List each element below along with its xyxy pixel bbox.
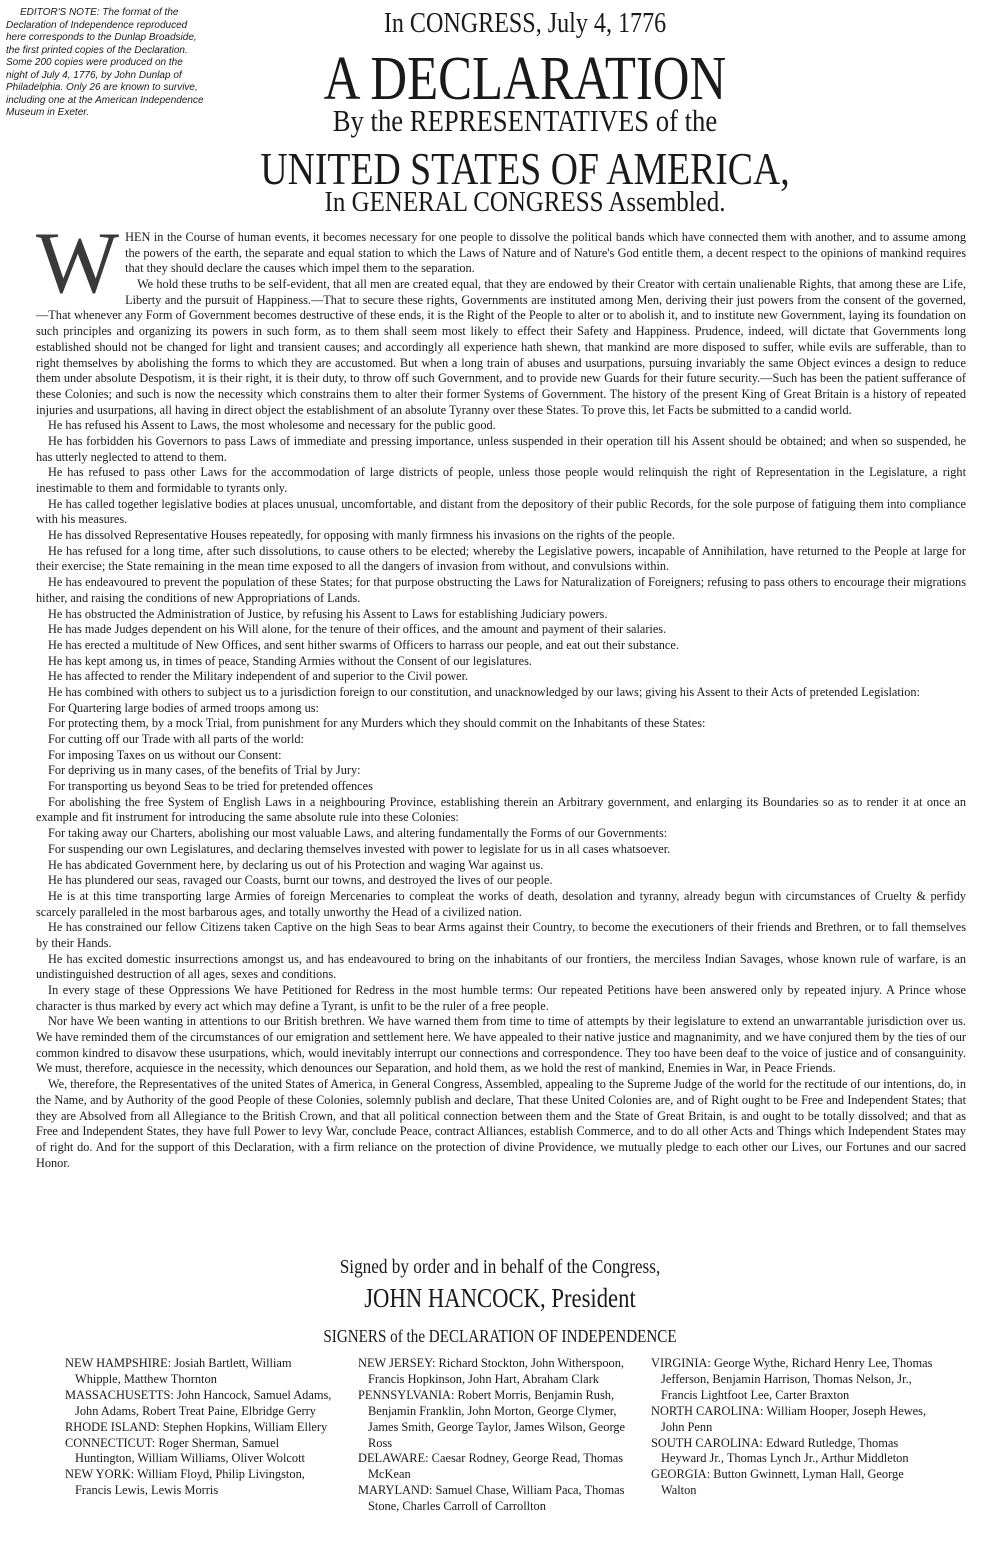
editors-note-text: EDITOR'S NOTE: The format of the Declaration of Independence reproduced here corresponds to the Dunlap Broadside, the first printed copies of the Declaration. Some 200 copies were produced on the night of July 4, 1776, by John Dunlap of Philadelphia. Only 26 are known to survive, including one at the American Independence Museum in Exeter. — [6, 7, 204, 118]
paragraph: For cutting off our Trade with all parts of the world: — [48, 732, 304, 746]
paragraph: For depriving us in many cases, of the benefits of Trial by Jury: — [48, 763, 361, 778]
paragraph: He has refused his Assent to Laws, the most wholesome and necessary for the public good. — [48, 418, 496, 433]
paragraph: For taking away our Charters, abolishing our most valuable Laws, and altering fundamentally the Forms of our Governments: — [48, 826, 668, 841]
paragraph: He has combined with others to subject us to a jurisdiction foreign to our constitution, and unacknowledged by our laws; giving his Assent to their Acts of pretended Legislation: — [48, 684, 920, 699]
paragraph: He is at this time transporting large Armies of foreign Mercenaries to compleat the works of death, desolation and tyranny, already begun with circumstances of Cruelty & perfidy scarcely paralleled in the most barbarous ages, and totally unworthy the Head of a civilized nation. — [36, 888, 966, 919]
state-signers: GEORGIA: Button Gwinnett, Lyman Hall, George Walton — [651, 1467, 904, 1498]
paragraph: He has made Judges dependent on his Will alone, for the tenure of their offices, and the amount and payment of their salaries. — [48, 622, 667, 637]
paragraph: For protecting them, by a mock Trial, from punishment for any Murders which they should commit on the Inhabitants of these States: — [48, 716, 706, 731]
paragraph: He has dissolved Representative Houses repeatedly, for opposing with manly firmness his invasions on the rights of the people. — [48, 528, 675, 543]
signed-by-order-line: Signed by order and in behalf of the Congress, — [339, 1256, 661, 1278]
state-signers: SOUTH CAROLINA: Edward Rutledge, Thomas Heyward Jr., Thomas Lynch Jr., Arthur Middleton — [651, 1435, 909, 1466]
paragraph: He has kept among us, in times of peace, Standing Armies without the Consent of our legislatures. — [48, 653, 532, 668]
paragraph: He has excited domestic insurrections amongst us, and has endeavoured to bring on the inhabitants of our frontiers, the merciless Indian Savages, whose known rule of warfare, is an undistinguished destruction of all ages, sexes and conditions. — [36, 951, 966, 982]
paragraph: Nor have We been wanting in attentions to our British brethren. We have warned them from time to time of attempts by their legislature to extend an unwarrantable jurisdiction over us. We have reminded them of the circumstances of our emigration and settlement here. We have appealed to their native justice and magnanimity, and we have conjured them by the ties of our common kindred to disavow these usurpations, which, would inevitably interrupt our connections and correspondence. They too have been deaf to the voice of justice and of consanguinity. We must, therefore, acquiesce in the necessity, which denounces our Separation, and hold them, as we hold the rest of mankind, Enemies in War, in Peace Friends. — [36, 1014, 966, 1076]
paragraph: For abolishing the free System of English Laws in a neighbouring Province, establishing therein an Arbitrary government, and enlarging its Boundaries so as to render it at once an example and fit instrument for introducing the same absolute rule into these Colonies: — [36, 794, 966, 825]
state-signers: NEW YORK: William Floyd, Philip Livingston, Francis Lewis, Lewis Morris — [65, 1467, 305, 1498]
congress-date-heading: In CONGRESS, July 4, 1776 — [383, 8, 667, 39]
state-signers: NEW JERSEY: Richard Stockton, John Witherspoon, Francis Hopkinson, John Hart, Abraham Clark — [358, 1356, 625, 1386]
paragraph: He has forbidden his Governors to pass Laws of immediate and pressing importance, unless suspended in their operation till his Assent should be obtained; and when so suspended, he has utterly neglected to attend to them. — [36, 433, 966, 464]
paragraph: He has refused to pass other Laws for the accommodation of large districts of people, unless those people would relinquish the right of Representation in the Legislature, a right inestimable to them and formidable to tyrants only. — [36, 465, 966, 495]
paragraph: We, therefore, the Representatives of the united States of America, in General Congress, Assembled, appealing to the Supreme Judge of the world for the rectitude of our intentions, do, in the Name, and by Authority of the good People of these Colonies, solemnly publish and declare, That these United Colonies are, and of Right ought to be Free and Independent States; that they are Absolved from all Allegiance to the British Crown, and that all political connection between them and the State of Great Britain, is and ought to be totally dissolved; and that as Free and Independent States, they have full Power to levy War, conclude Peace, contract Alliances, establish Commerce, and to do all other Acts and Things which Independent States may of right do. And for the support of this Declaration, with a firm reliance on the protection of divine Providence, we mutually pledge to each other our Lives, our Fortunes and our sacred Honor. — [36, 1077, 966, 1170]
general-congress-subtitle: In GENERAL CONGRESS Assembled. — [324, 186, 726, 218]
state-signers: PENNSYLVANIA: Robert Morris, Benjamin Rush, Benjamin Franklin, John Morton, George Clymer, James Smith, George Taylor, James Wilson, George Ross — [358, 1387, 626, 1450]
paragraph: In every stage of these Oppressions We have Petitioned for Redress in the most humble terms: Our repeated Petitions have been answered only by repeated injury. A Prince whose character is thus marked by every act which may define a Tyrant, is unfit to be the ruler of a free people. — [36, 983, 966, 1013]
paragraph: He has constrained our fellow Citizens taken Captive on the high Seas to bear Arms against their Country, to become the executioners of their friends and Brethren, or to fall themselves by their Hands. — [36, 920, 966, 950]
paragraph: He has affected to render the Military independent of and superior to the Civil power. — [48, 669, 469, 684]
paragraph: He has abdicated Government here, by declaring us out of his Protection and waging War against us. — [48, 857, 544, 872]
paragraph: We hold these truths to be self-evident, that all men are created equal, that they are endowed by their Creator with certain unalienable Rights, that among these are Life, Liberty and the pursuit of Happiness.—That to secure these rights, Governments are instituted among Men, deriving their just powers from the consent of the governed, —That whenever any Form of Government becomes destructive of these ends, it is the Right of the People to alter or to abolish it, and to institute new Government, laying its foundation on such principles and organizing its powers in such form, as to them shall seem most likely to effect their Safety and Happiness. Prudence, indeed, will dictate that Governments long established should not be changed for light and transient causes; and accordingly all experience hath shewn, that mankind are more disposed to suffer, while evils are sufferable, than to right themselves by abolishing the forms to which they are accustomed. But when a long train of abuses and usurpations, pursuing invariably the same Object evinces a design to reduce them under absolute Despotism, it is their right, it is their duty, to throw off such Government, and to provide new Guards for their future security.—Such has been the patient sufferance of these Colonies; and such is now the necessity which constrains them to alter their former Systems of Government. The history of the present King of Great Britain is a history of repeated injuries and usurpations, all having in direct object the establishment of an absolute Tyranny over these States. To prove this, let Facts be submitted to a candid world. — [36, 277, 966, 417]
signers-heading: SIGNERS of the DECLARATION OF INDEPENDENCE — [323, 1326, 677, 1346]
drop-cap: W — [36, 215, 120, 312]
paragraph: For imposing Taxes on us without our Consent: — [48, 747, 282, 762]
declaration-body — [36, 215, 966, 1171]
state-signers: NORTH CAROLINA: William Hooper, Joseph Hewes, John Penn — [651, 1403, 927, 1434]
declaration-title: A DECLARATION — [323, 45, 727, 113]
united-states-heading: UNITED STATES OF AMERICA, — [260, 143, 790, 194]
editors-note — [6, 7, 206, 120]
state-signers: RHODE ISLAND: Stephen Hopkins, William Ellery — [65, 1419, 328, 1434]
paragraph-text: HEN in the Course of human events, it becomes necessary for one people to dissolve the political bands which have connected them with another, and to assume among the powers of the earth, the separate and equal station to which the Laws of Nature and of Nature's God entitle them, a decent respect to the opinions of mankind requires that they should declare the causes which impel them to the separation. — [125, 230, 966, 276]
paragraph: He has plundered our seas, ravaged our Coasts, burnt our towns, and destroyed the lives of our people. — [48, 873, 553, 888]
paragraph: For Quartering large bodies of armed troops among us: — [48, 700, 319, 715]
signers-column-2 — [358, 1356, 634, 1515]
signers-column-1 — [65, 1356, 340, 1499]
state-signers: DELAWARE: Caesar Rodney, George Read, Thomas McKean — [358, 1451, 624, 1482]
state-signers: MASSACHUSETTS: John Hancock, Samuel Adams, John Adams, Robert Treat Paine, Elbridge Gerry — [65, 1387, 332, 1418]
state-signers: CONNECTICUT: Roger Sherman, Samuel Huntington, William Williams, Oliver Wolcott — [65, 1435, 305, 1466]
state-signers: VIRGINIA: George Wythe, Richard Henry Lee, Thomas Jefferson, Benjamin Harrison, Thomas Nelson, Jr., Francis Lightfoot Lee, Carter Braxton — [651, 1356, 933, 1402]
paragraph: He has obstructed the Administration of Justice, by refusing his Assent to Laws for establishing Judiciary powers. — [48, 606, 608, 621]
paragraph: He has refused for a long time, after such dissolutions, to cause others to be elected; whereby the Legislative powers, incapable of Annihilation, have returned to the People at large for their exercise; the State remaining in the mean time exposed to all the dangers of invasion from without, and convulsions within. — [36, 543, 966, 574]
state-signers: MARYLAND: Samuel Chase, William Paca, Thomas Stone, Charles Carroll of Carrollton — [358, 1483, 625, 1514]
paragraph: He has endeavoured to prevent the population of these States; for that purpose obstructing the Laws for Naturalization of Foreigners; refusing to pass others to encourage their migrations hither, and raising the conditions of new Appropriations of Lands. — [36, 575, 966, 605]
representatives-subtitle: By the REPRESENTATIVES of the — [332, 103, 718, 138]
state-signers: NEW HAMPSHIRE: Josiah Bartlett, William Whipple, Matthew Thornton — [65, 1356, 292, 1386]
signers-column-3 — [651, 1356, 933, 1499]
paragraph: He has called together legislative bodies at places unusual, uncomfortable, and distant from the depository of their public Records, for the sole purpose of fatiguing them into compliance with his measures. — [36, 496, 966, 527]
paragraph: He has erected a multitude of New Offices, and sent hither swarms of Officers to harrass our people, and eat out their substance. — [48, 637, 679, 652]
opening-paragraph — [36, 215, 966, 312]
paragraph: For suspending our own Legislatures, and declaring themselves invested with power to legislate for us in all cases whatsoever. — [48, 841, 671, 856]
paragraph: For transporting us beyond Seas to be tried for pretended offences — [48, 779, 373, 794]
president-signature: JOHN HANCOCK, President — [364, 1283, 636, 1313]
